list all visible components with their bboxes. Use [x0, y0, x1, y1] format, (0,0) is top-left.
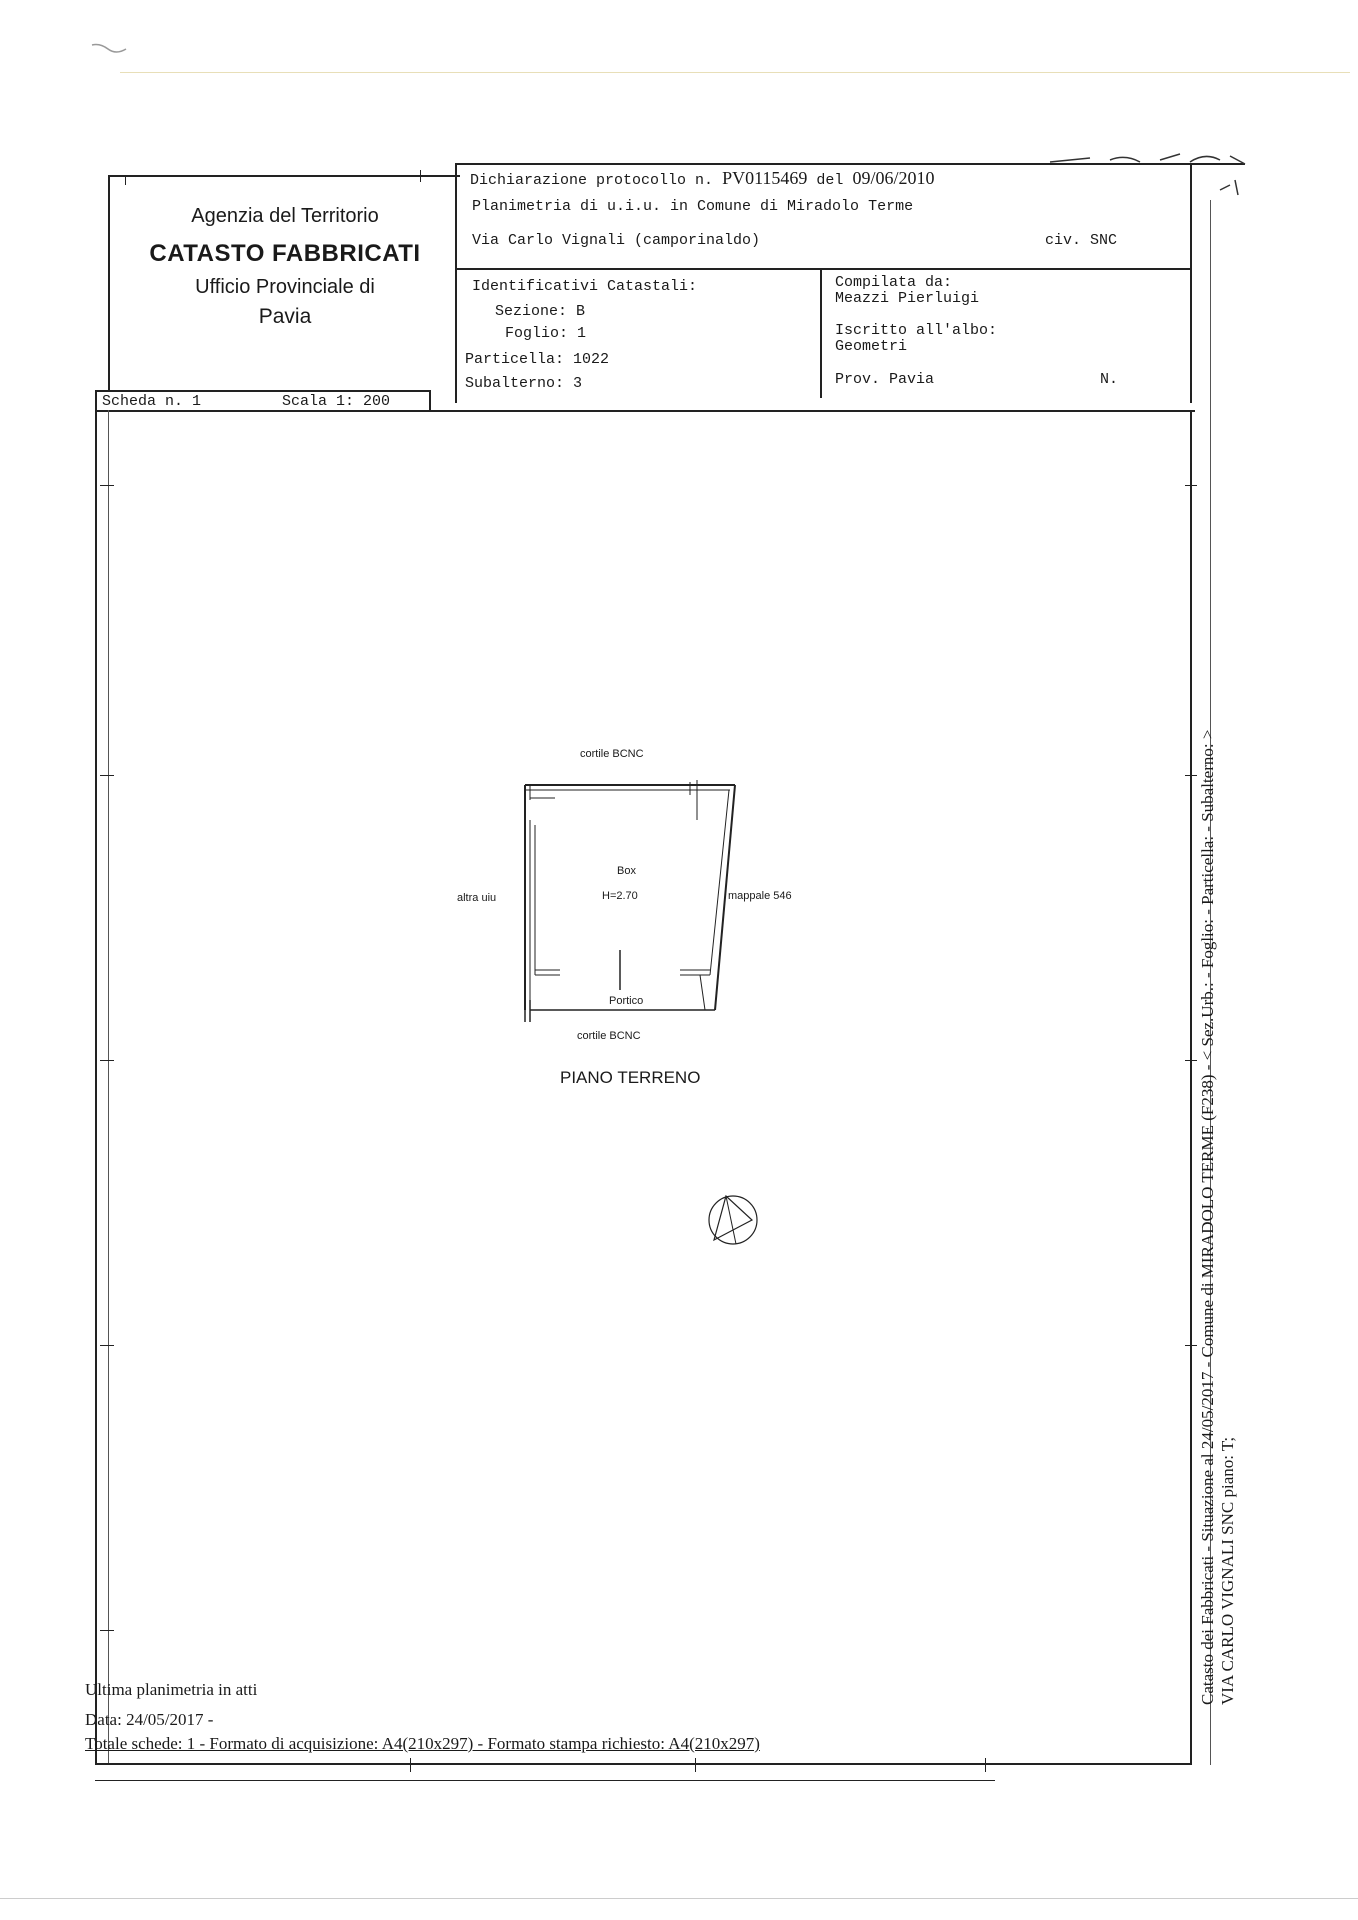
frame-top: [95, 410, 1195, 412]
identificativi-label: Identificativi Catastali:: [472, 278, 698, 295]
subalterno: Subalterno: 3: [465, 375, 583, 392]
tick: [410, 1758, 411, 1772]
tick: [125, 175, 126, 185]
tick: [100, 485, 114, 486]
dichiarazione-row: [470, 168, 934, 189]
sezione: Sezione: B: [495, 303, 586, 320]
side-via-line: VIA CARLO VIGNALI SNC piano: T;: [1218, 1436, 1237, 1705]
tick: [1185, 485, 1197, 486]
north-arrow-icon: [700, 1190, 760, 1250]
box-label: Box: [617, 865, 636, 877]
frame-left: [95, 390, 97, 1765]
compilatore: Meazzi Pierluigi: [835, 290, 980, 307]
planimetria-line: Planimetria di u.i.u. in Comune di Miradolo Terme: [472, 198, 914, 215]
scan-mark: [90, 40, 130, 52]
header-right-mid: [455, 268, 1192, 270]
foglio: Foglio: 1: [505, 325, 587, 342]
tick: [420, 170, 421, 182]
catasto-title: CATASTO FABBRICATI: [149, 240, 421, 267]
height-label: H=2.70: [602, 890, 638, 902]
header-right-left: [455, 163, 457, 403]
tick: [1185, 775, 1197, 776]
footer-date: Data: 24/05/2017 -: [85, 1710, 214, 1729]
portico-label: Portico: [609, 995, 644, 1007]
civico: civ. SNC: [1045, 232, 1118, 249]
ultima-planimetria: Ultima planimetria in atti: [85, 1680, 258, 1699]
dichiarazione-label: Dichiarazione protocollo n.: [470, 172, 714, 189]
footer-totale: Totale schede: 1 - Formato di acquisizione: A4(210x297) - Formato stampa richiesto: A4(210x297): [85, 1734, 760, 1753]
floor-plan: [460, 760, 820, 1060]
tick: [100, 1345, 114, 1346]
tick: [1185, 1345, 1197, 1346]
mappale-label: mappale 546: [728, 890, 792, 902]
tick: [985, 1758, 986, 1772]
scala: Scala 1: 200: [282, 393, 391, 410]
agency-block: [110, 205, 460, 329]
altra-uiu-label: altra uiu: [457, 892, 497, 904]
floor-plan-drawing: [460, 760, 820, 1060]
scheda-top: [95, 390, 430, 392]
tick: [1185, 1060, 1197, 1061]
via-line: Via Carlo Vignali (camporinaldo): [472, 232, 761, 249]
frame-left-inner: [108, 410, 109, 1765]
corner-scribble: [1030, 150, 1255, 200]
albo: Geometri: [835, 338, 908, 355]
numero: N.: [1100, 371, 1119, 388]
del-label: del: [816, 172, 844, 189]
top-rule: [120, 72, 1350, 73]
particella: Particella: 1022: [465, 351, 610, 368]
tick: [100, 1060, 114, 1061]
iscritto-label: Iscritto all'albo:: [835, 322, 998, 339]
provincia-label: Pavia: [258, 305, 312, 328]
tick: [695, 1758, 696, 1772]
prov: Prov. Pavia: [835, 371, 935, 388]
frame-bottom: [95, 1763, 1192, 1765]
scheda-right: [429, 390, 431, 412]
tick: [100, 1630, 114, 1631]
tick: [100, 775, 114, 776]
agency-name: Agenzia del Territorio: [191, 205, 379, 227]
bottom-rule: [0, 1898, 1358, 1899]
piano-label: PIANO TERRENO: [560, 1068, 701, 1087]
cortile-top-label: cortile BCNC: [580, 748, 644, 760]
footer-bottom-rule: [95, 1780, 995, 1781]
compilata-label: Compilata da:: [835, 274, 953, 291]
protocollo-number: PV0115469: [722, 168, 808, 188]
scheda-number: Scheda n. 1: [102, 393, 202, 410]
frame-right: [1190, 410, 1192, 1765]
header-left-top: [108, 175, 460, 177]
side-catasto-line: Catasto dei Fabbricati - Situazione al 24/05/2017 - Comune di MIRADOLO TERME (F238) - < Sez.Urb.: - Foglio: - Particella: - Subalterno: >: [1198, 729, 1217, 1705]
header-right-split: [820, 268, 822, 398]
protocollo-date: 09/06/2010: [852, 168, 935, 188]
cortile-bottom-label: cortile BCNC: [577, 1030, 641, 1042]
ufficio-label: Ufficio Provinciale di: [195, 276, 375, 298]
